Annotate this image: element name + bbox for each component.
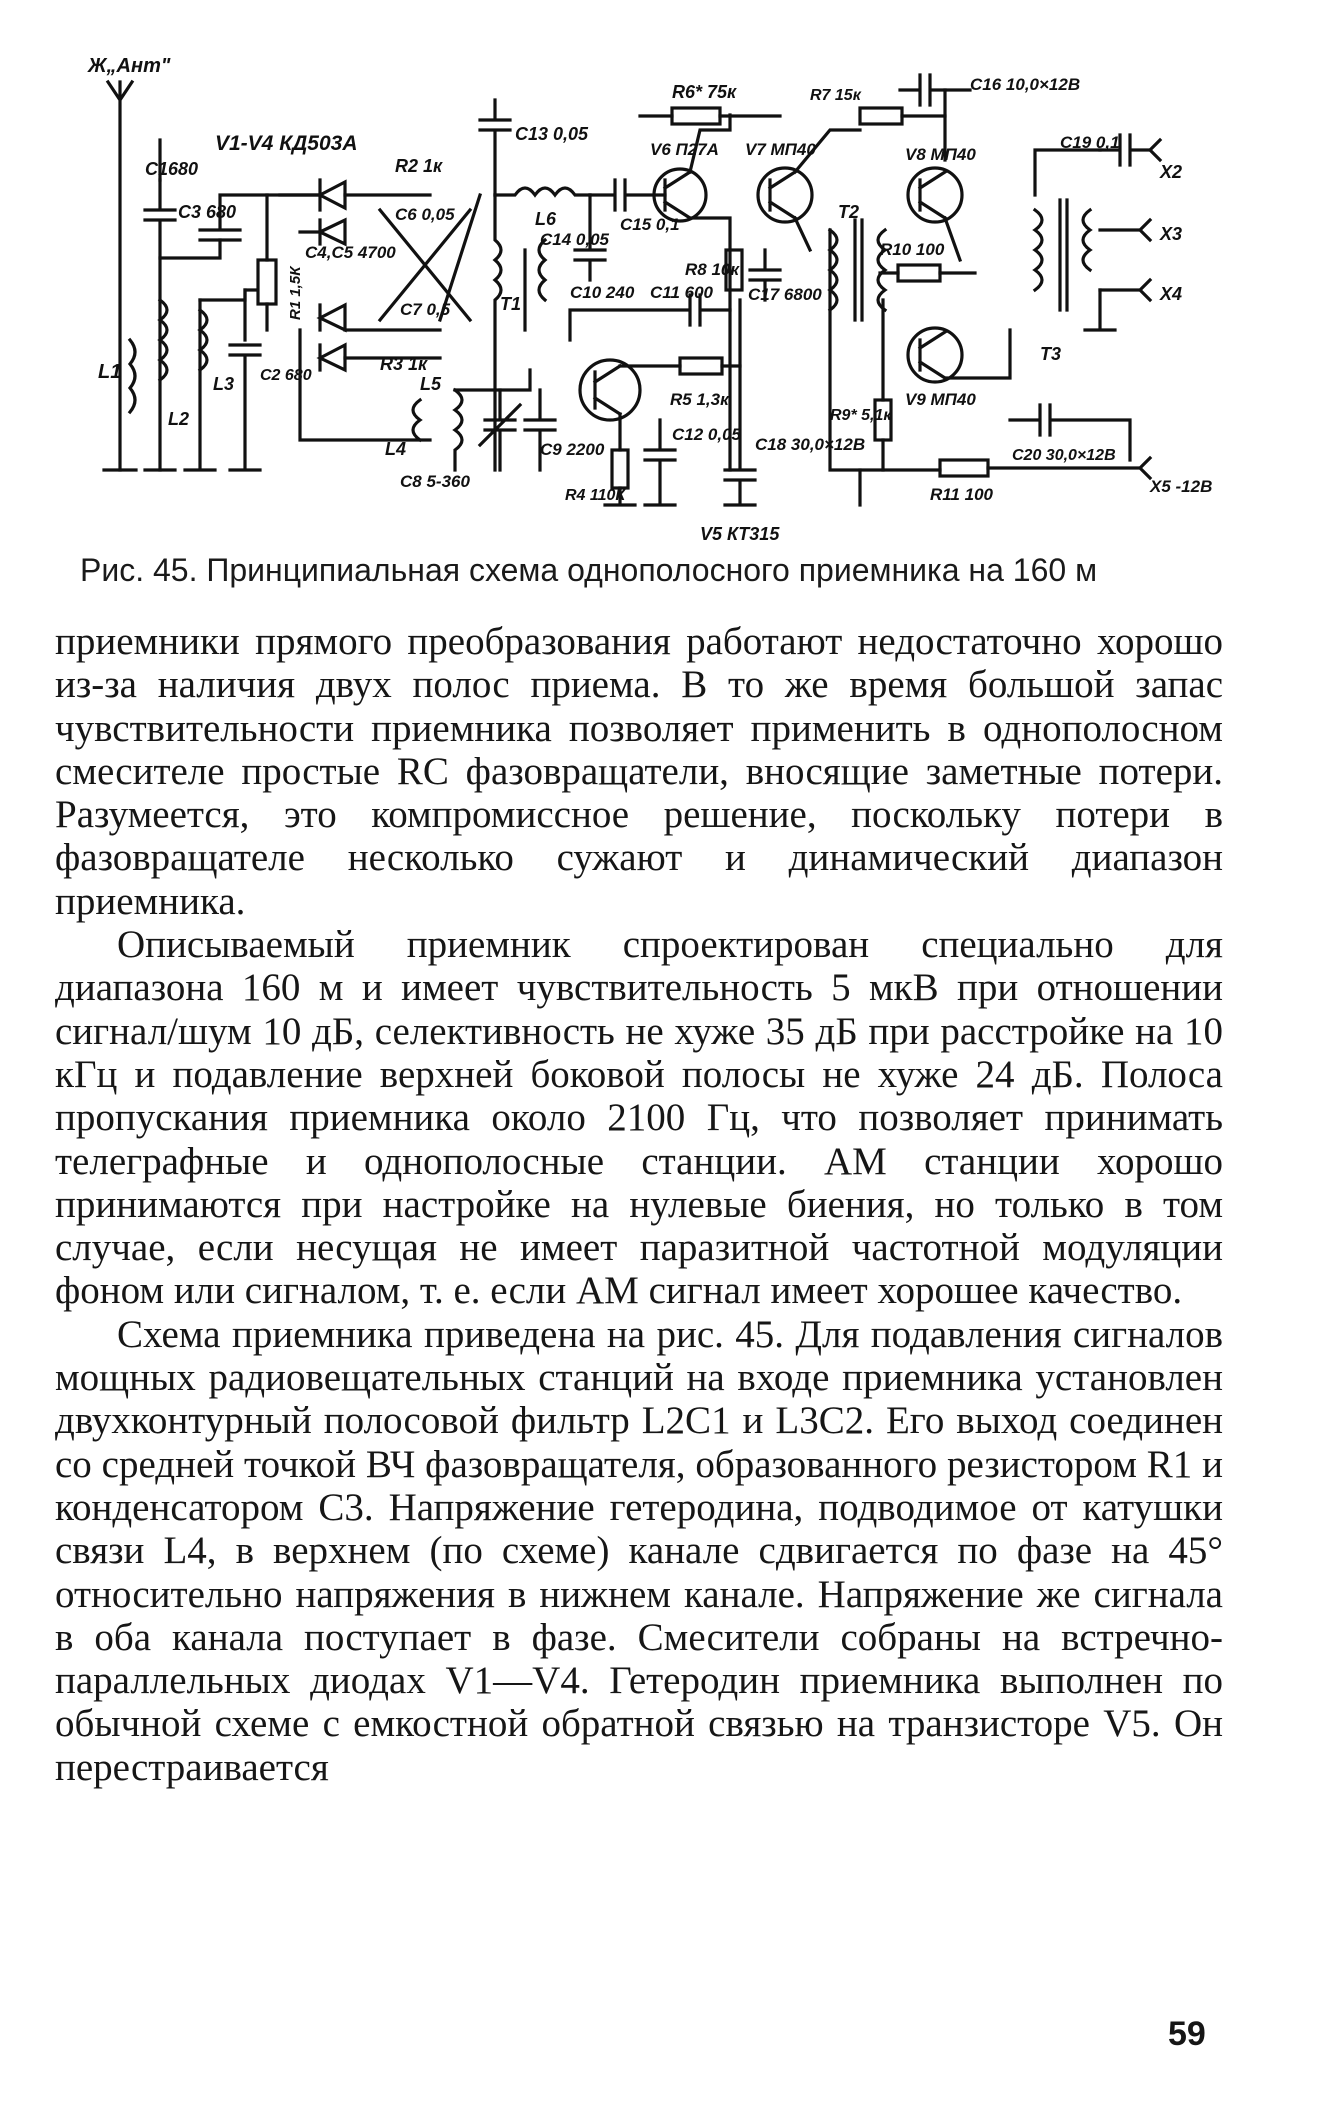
label-r4: R4 110К [565,487,626,504]
label-c12: C12 0,05 [672,425,741,444]
label-l2: L2 [168,409,190,429]
label-l1: L1 [98,361,122,383]
label-r5: R5 1,3к [670,390,729,409]
label-c45: C4,C5 4700 [305,243,396,262]
label-v7: V7 МП40 [745,140,816,159]
label-c15: C15 0,1 [620,215,680,234]
label-c20: C20 30,0×12В [1012,447,1116,464]
paragraph-3: Схема приемника приведена на рис. 45. Для подавления сигналов мощных радиовещательных станций на входе приемника установлен двухконтурный полосовой фильтр L2C1 и L3C2. Его выход соединен со средней точкой ВЧ фазовращателя, образованного резистором R1 и конденсатором C3. Напряжение гетеродина, подводимое от катушки связи L4, в верхнем (по схеме) канале сдвигается по фазе на 45° относительно напряжения в нижнем канале. Напряжение же сигнала в оба канала поступает в фазе. Смесители собраны на встречно-параллельных диодах V1—V4. Гетеродин приемника выполнен по обычной схеме с емкостной обратной связью на транзисторе V5. Он перестраивается [55,1312,1223,1789]
label-diodes: V1-V4 КД503А [215,132,358,155]
label-x5: X5 -12В [1150,477,1213,496]
label-c11: C11 600 [650,283,714,302]
label-l5: L5 [420,374,442,394]
label-x4: X4 [1160,284,1183,304]
label-r11: R11 100 [930,485,994,504]
label-c1: C1680 [145,159,199,179]
label-t3: T3 [1040,344,1062,364]
label-v9: V9 МП40 [905,390,976,409]
body-text [55,620,1223,1789]
label-c6: C6 0,05 [395,205,455,224]
label-c17: C17 6800 [748,285,822,304]
label-v6: V6 П27А [650,140,719,159]
label-v8: V8 МП40 [905,145,976,164]
label-c10: C10 240 [570,283,635,302]
label-c3: C3 680 [178,202,237,222]
label-x3: X3 [1160,224,1183,244]
label-r7: R7 15к [810,87,861,104]
label-c14: C14 0,05 [540,230,609,249]
label-t2: T2 [838,202,860,222]
label-r9: R9* 5,1к [830,407,892,424]
circuit-schematic [0,0,1330,540]
label-l3: L3 [213,374,235,394]
paragraph-2: Описываемый приемник спроектирован специально для диапазона 160 м и имеет чувствительность 5 мкВ при отношении сигнал/шум 10 дБ, селективность не хуже 35 дБ при расстройке на 10 кГц и подавление верхней боковой полосы не хуже 24 дБ. Полоса пропускания приемника около 2100 Гц, что позволяет принимать телеграфные и однополосные станции. АМ станции хорошо принимаются при настройке на нулевые биения, но только в том случае, если несущая не имеет паразитной частотной модуляции фоном или сигналом, т. е. если АМ сигнал имеет хорошее качество. [55,923,1223,1313]
label-r6: R6* 75к [672,82,737,102]
label-t1: T1 [500,294,522,314]
label-c13: C13 0,05 [515,124,589,144]
label-antenna: Ж„Ант" [88,55,171,77]
label-c19: C19 0,1 [1060,133,1120,152]
label-c16: C16 10,0×12В [970,75,1081,94]
label-c18: C18 30,0×12В [755,435,866,454]
figure-caption: Рис. 45. Принципиальная схема однополосного приемника на 160 м [80,552,1098,588]
label-l6: L6 [535,209,557,229]
label-r2: R2 1к [395,156,443,176]
label-l4: L4 [385,439,407,459]
label-c2: C2 680 [260,367,312,384]
label-r1: R1 1,5К [287,266,304,320]
label-v5: V5 КТ315 [700,524,780,540]
page-number: 59 [1168,2015,1206,2053]
label-c8: C8 5-360 [400,472,470,491]
label-r3: R3 1к [380,354,428,374]
label-r8: R8 10к [685,260,739,279]
label-c7: C7 0,5 [400,300,451,319]
label-r10: R10 100 [880,240,945,259]
label-c9: C9 2200 [540,440,605,459]
label-x2: X2 [1160,162,1183,182]
paragraph-1: приемники прямого преобразования работают недостаточно хорошо из-за наличия двух полос приема. В то же время большой запас чувствительности приемника позволяет применить в однополосном смесителе простые RC фазовращатели, вносящие заметные потери. Разумеется, это компромиссное решение, поскольку потери в фазовращателе несколько сужают и динамический диапазон приемника. [55,620,1223,923]
